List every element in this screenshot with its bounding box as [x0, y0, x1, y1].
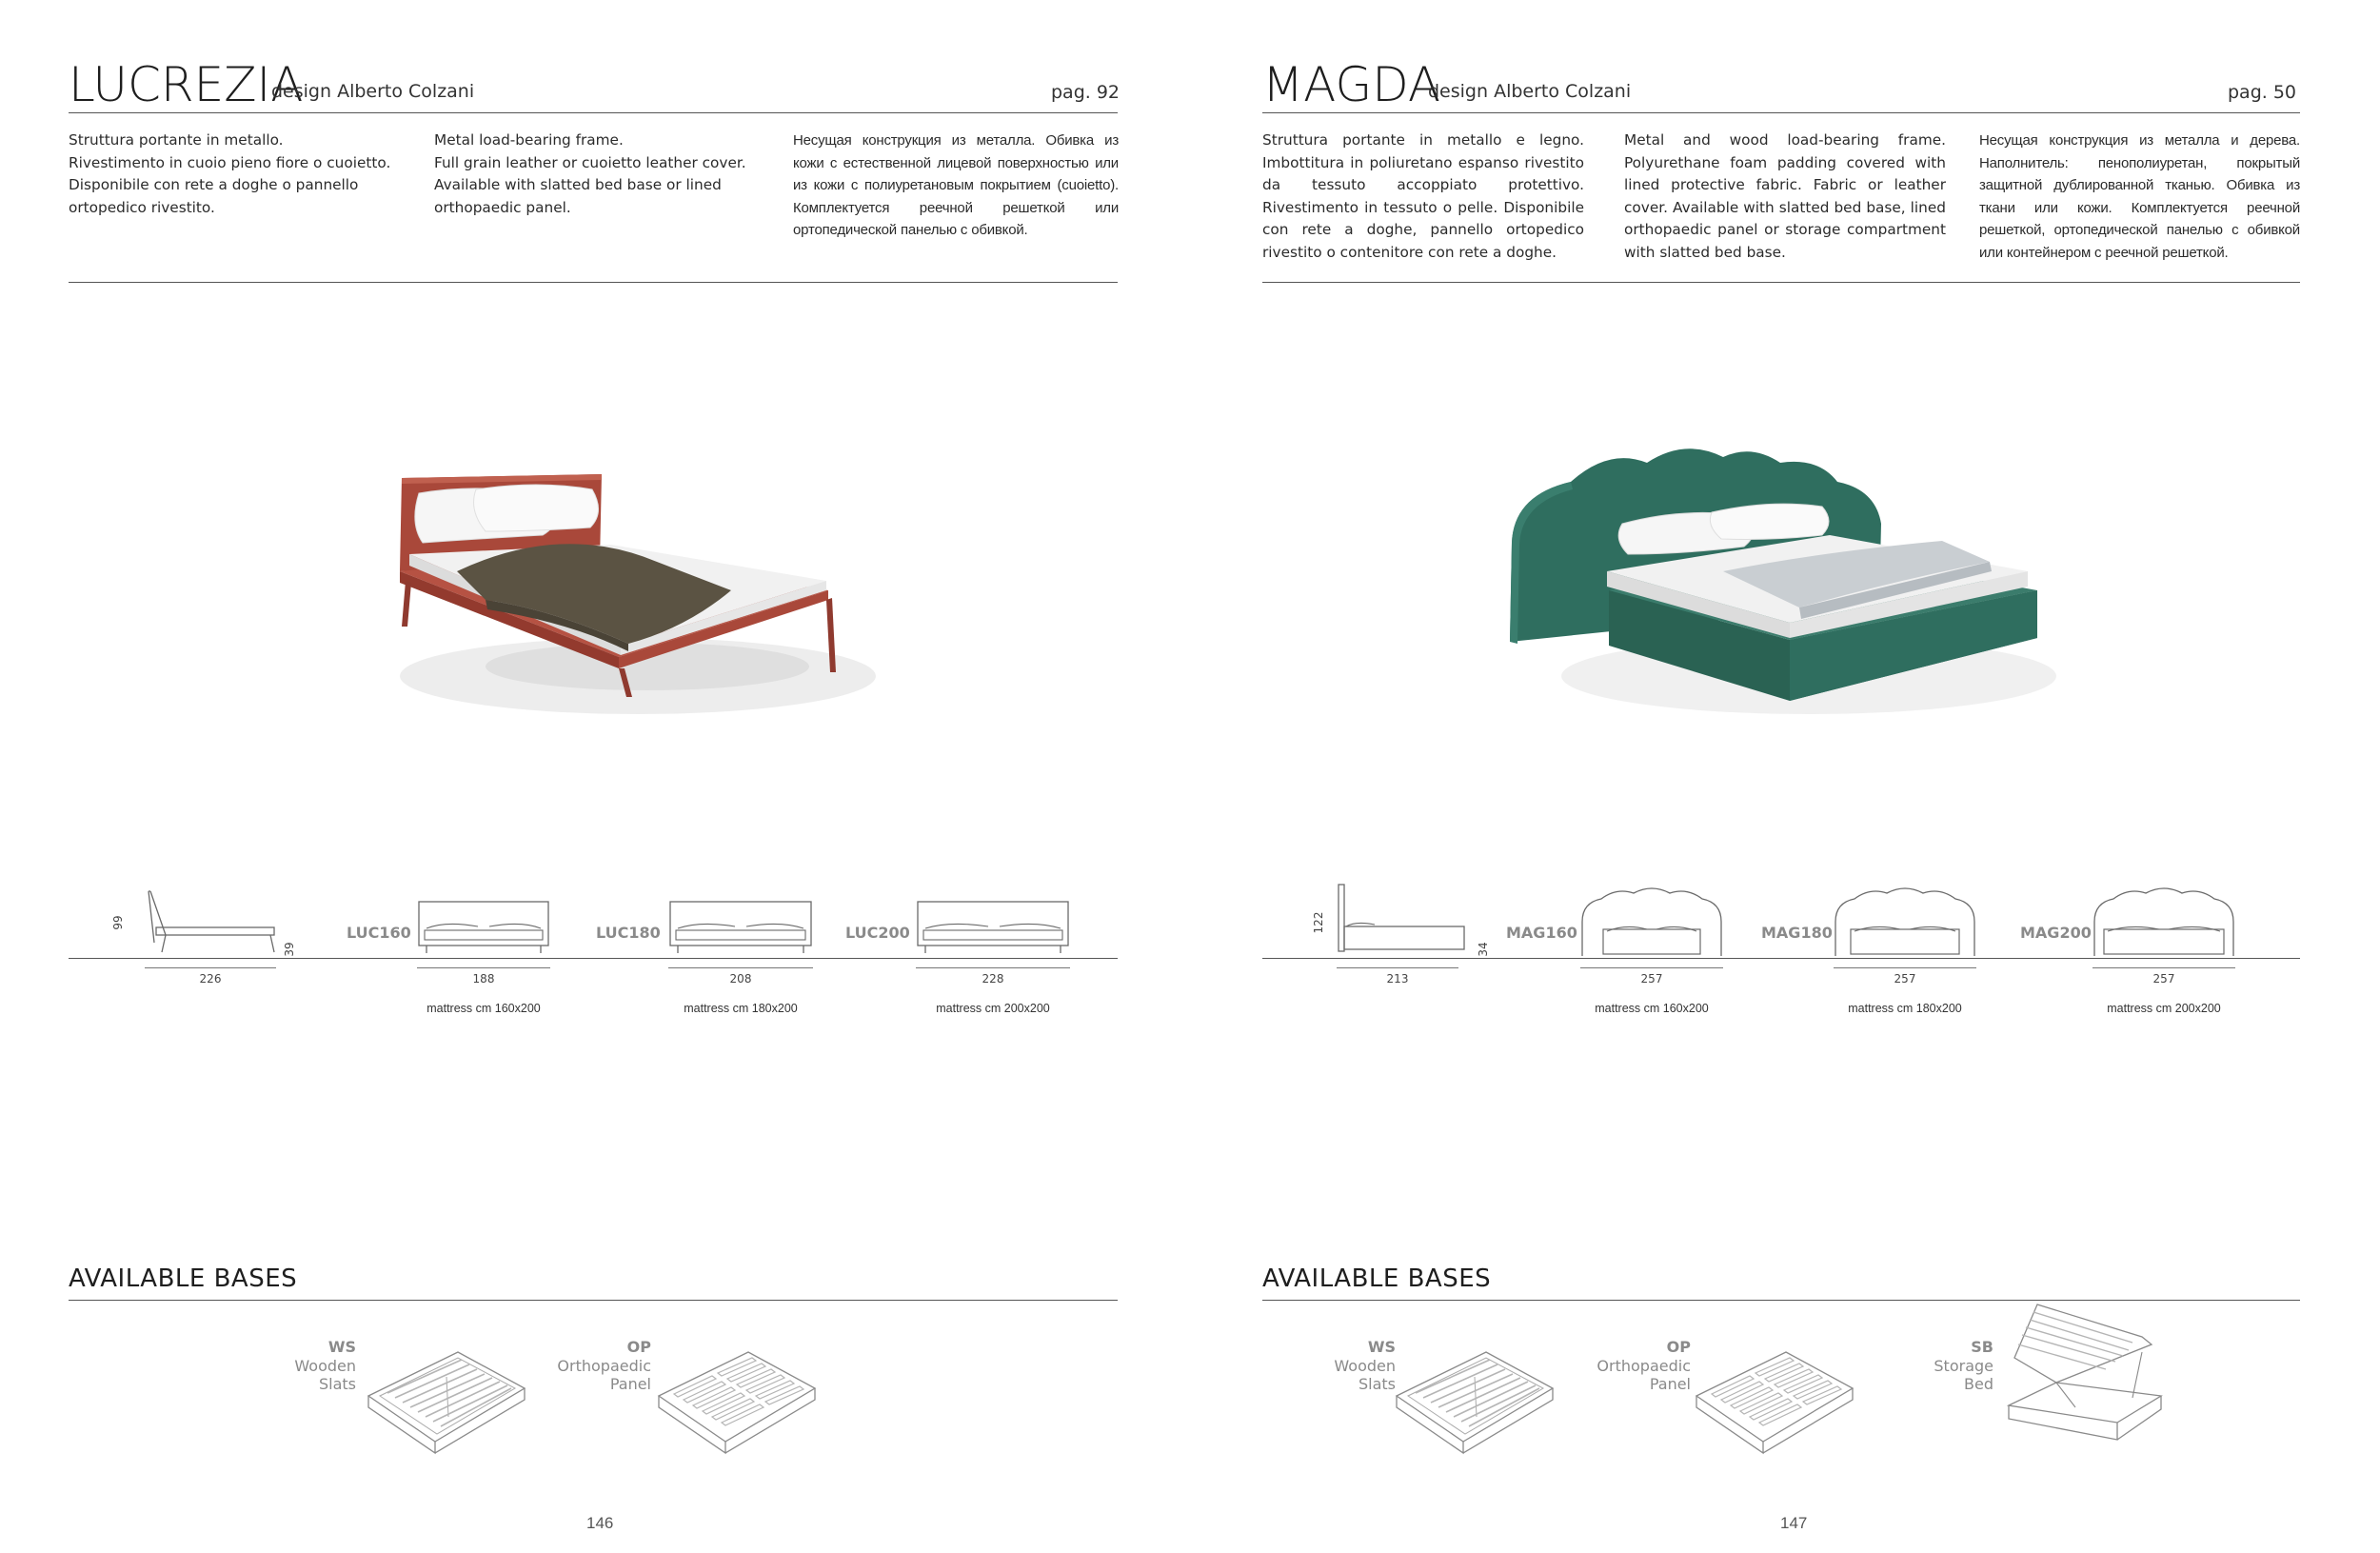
front-width-line: [1834, 967, 1976, 968]
model-code: LUC200: [845, 924, 910, 942]
base-code: WS: [327, 1338, 356, 1356]
mattress-size: mattress cm 200x200: [2107, 1002, 2221, 1015]
base-name: Orthopaedic Panel: [1597, 1357, 1691, 1393]
front-view-drawing: [916, 900, 1070, 957]
front-width-line: [668, 967, 813, 968]
product-title: LUCREZIA: [69, 57, 304, 112]
model-code: LUC160: [347, 924, 411, 942]
side-length-dimension: 213: [1386, 972, 1409, 986]
model-code: LUC180: [596, 924, 661, 942]
title-divider: [1262, 112, 2300, 113]
front-width-line: [2092, 967, 2235, 968]
front-width-line: [417, 967, 550, 968]
front-view-drawing: [1578, 884, 1725, 958]
product-title: MAGDA: [1262, 57, 1441, 112]
description-italian: Struttura portante in metallo e legno. Imbottitura in poliuretano espanso rivestito da tessuto accoppiato protettivo. Rivestimento in tessuto o pelle. Disponibile con rete a doghe, pannello ortopedico rivestito o contenitore con rete a doghe.: [1262, 131, 1584, 261]
front-width-line: [916, 967, 1070, 968]
front-width-dimension: 208: [729, 972, 752, 986]
description-russian: Несущая конструкция из металла. Обивка из кожи с естественной лицевой поверхностью или из кожи с полиуретановым покрытием (cuoietto). Комплектуется реечной решеткой или ортопедической панелью с обивкой.: [793, 132, 1119, 238]
front-view-drawing: [2091, 884, 2237, 958]
drawing-baseline: [1262, 958, 2300, 959]
description-russian: Несущая конструкция из металла и дерева. Наполнитель: пенополиуретан, покрытый защитной дублированной тканью. Обивка из ткани или кожи. Комплектуется реечной решеткой, ортопедической панелью с обивкой или контейнером с реечной решеткой.: [1979, 132, 2300, 261]
bed-image-lucrezia: [343, 448, 895, 743]
side-length-line: [145, 967, 276, 968]
bases-divider: [1262, 1300, 2300, 1301]
base-name: Storage Bed: [1934, 1357, 1993, 1393]
mattress-size: mattress cm 160x200: [426, 1002, 541, 1015]
designer-credit: design Alberto Colzani: [1428, 81, 1632, 102]
description-italian: Struttura portante in metallo. Rivestimento in cuoio pieno fiore o cuoietto. Disponibile con rete a doghe o pannello ortopedico rivestito.: [69, 131, 391, 216]
front-width-dimension: 188: [472, 972, 495, 986]
bases-divider: [69, 1300, 1118, 1301]
front-width-dimension: 228: [982, 972, 1004, 986]
page-reference: pag. 92: [1051, 82, 1121, 103]
front-view-drawing: [1832, 884, 1978, 958]
mattress-size: mattress cm 180x200: [684, 1002, 798, 1015]
base-code: WS: [1367, 1338, 1396, 1356]
description-english: Metal load-bearing frame. Full grain leather or cuoietto leather cover. Available with slatted bed base or lined orthopaedic panel.: [434, 131, 746, 216]
page-reference: pag. 50: [2228, 82, 2297, 103]
side-height-dimension: 99: [111, 915, 125, 930]
mattress-size: mattress cm 160x200: [1595, 1002, 1709, 1015]
side-length-line: [1337, 967, 1458, 968]
bed-image-magda: [1495, 428, 2066, 733]
front-view-drawing: [417, 900, 550, 957]
orthopaedic-panel-icon: [657, 1350, 819, 1461]
designer-credit: design Alberto Colzani: [271, 81, 475, 102]
drawing-baseline: [69, 958, 1118, 959]
model-code: MAG160: [1506, 924, 1577, 942]
front-width-dimension: 257: [1640, 972, 1663, 986]
base-name: Wooden Slats: [1334, 1357, 1396, 1393]
model-code: MAG180: [1761, 924, 1833, 942]
wooden-slats-icon: [367, 1350, 528, 1461]
base-name: Orthopaedic Panel: [557, 1357, 651, 1393]
base-code: OP: [1666, 1338, 1691, 1356]
side-rail-dimension: 39: [283, 942, 296, 957]
page-number: 147: [1780, 1514, 1808, 1532]
available-bases-heading: AVAILABLE BASES: [1262, 1264, 1492, 1293]
page-number: 146: [586, 1514, 614, 1532]
side-rail-dimension: 34: [1477, 942, 1490, 957]
mattress-size: mattress cm 200x200: [936, 1002, 1050, 1015]
wooden-slats-icon: [1395, 1350, 1557, 1461]
base-code: OP: [626, 1338, 651, 1356]
front-view-drawing: [668, 900, 813, 957]
title-divider: [69, 112, 1118, 113]
description-english: Metal and wood load-bearing frame. Polyurethane foam padding covered with lined protective fabric. Fabric or leather cover. Available with slatted bed base, lined orthopaedic panel or storage compartment with slatted bed base.: [1624, 131, 1946, 261]
side-view-drawing: [143, 886, 286, 957]
front-width-line: [1580, 967, 1723, 968]
description-divider: [1262, 282, 2300, 283]
side-length-dimension: 226: [199, 972, 222, 986]
side-height-dimension: 122: [1312, 911, 1325, 934]
base-name: Wooden Slats: [294, 1357, 356, 1393]
front-width-dimension: 257: [1894, 972, 1916, 986]
available-bases-heading: AVAILABLE BASES: [69, 1264, 298, 1293]
model-code: MAG200: [2020, 924, 2092, 942]
description-divider: [69, 282, 1118, 283]
orthopaedic-panel-icon: [1695, 1350, 1856, 1461]
mattress-size: mattress cm 180x200: [1848, 1002, 1962, 1015]
side-view-drawing: [1337, 881, 1470, 957]
base-code: SB: [1971, 1338, 1993, 1356]
front-width-dimension: 257: [2152, 972, 2175, 986]
storage-bed-icon: [1999, 1303, 2171, 1445]
